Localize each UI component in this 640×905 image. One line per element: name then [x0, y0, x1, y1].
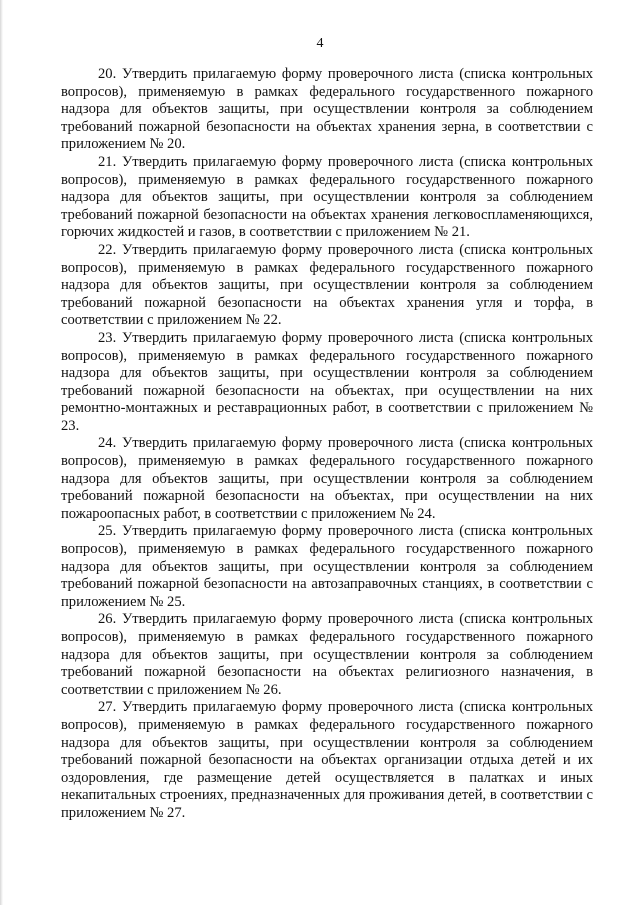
paragraph-item-20: 20. Утвердить прилагаемую форму проверочного листа (списка контрольных вопросов), применяемую в рамках федерального государственного пожарного надзора для объектов защиты, при осуществлении контроля за соблюдением требований пожарной безопасности на объектах хранения зерна, в соответствии с приложением № 20. [61, 66, 593, 153]
paragraph-item-24: 24. Утвердить прилагаемую форму проверочного листа (списка контрольных вопросов), применяемую в рамках федерального государственного пожарного надзора для объектов защиты, при осуществлении контроля за соблюдением требований пожарной безопасности на объектах, при осуществлении на них пожароопасных работ, в соответствии с приложением № 24. [61, 435, 593, 522]
scan-edge-shadow [0, 0, 3, 905]
paragraph-item-23: 23. Утвердить прилагаемую форму проверочного листа (списка контрольных вопросов), применяемую в рамках федерального государственного пожарного надзора для объектов защиты, при осуществлении контроля за соблюдением требований пожарной безопасности на объектах, при осуществлении на них ремонтно-монтажных и реставрационных работ, в соответствии с приложением № 23. [61, 329, 593, 434]
paragraph-item-26: 26. Утвердить прилагаемую форму проверочного листа (списка контрольных вопросов), применяемую в рамках федерального государственного пожарного надзора для объектов защиты, при осуществлении контроля за соблюдением требований пожарной безопасности на объектах религиозного назначения, в соответствии с приложением № 26. [61, 611, 593, 698]
document-body [61, 66, 593, 823]
paragraph-item-25: 25. Утвердить прилагаемую форму проверочного листа (списка контрольных вопросов), применяемую в рамках федерального государственного пожарного надзора для объектов защиты, при осуществлении контроля за соблюдением требований пожарной безопасности на автозаправочных станциях, в соответствии с приложением № 25. [61, 523, 593, 610]
paragraph-item-21: 21. Утвердить прилагаемую форму проверочного листа (списка контрольных вопросов), применяемую в рамках федерального государственного пожарного надзора для объектов защиты, при осуществлении контроля за соблюдением требований пожарной безопасности на объектах хранения легковоспламеняющихся, горючих жидкостей и газов, в соответствии с приложением № 21. [61, 153, 593, 241]
page-number: 4 [316, 36, 324, 51]
paragraph-item-27: 27. Утвердить прилагаемую форму проверочного листа (списка контрольных вопросов), применяемую в рамках федерального государственного пожарного надзора для объектов защиты, при осуществлении контроля за соблюдением требований пожарной безопасности на объектах организации отдыха детей и их оздоровления, где размещение детей осуществляется в палатках и иных некапитальных строениях, предназначенных для проживания детей, в соответствии с приложением № 27. [61, 699, 593, 821]
paragraph-item-22: 22. Утвердить прилагаемую форму проверочного листа (списка контрольных вопросов), применяемую в рамках федерального государственного пожарного надзора для объектов защиты, при осуществлении контроля за соблюдением требований пожарной безопасности на объектах хранения угля и торфа, в соответствии с приложением № 22. [61, 241, 593, 329]
